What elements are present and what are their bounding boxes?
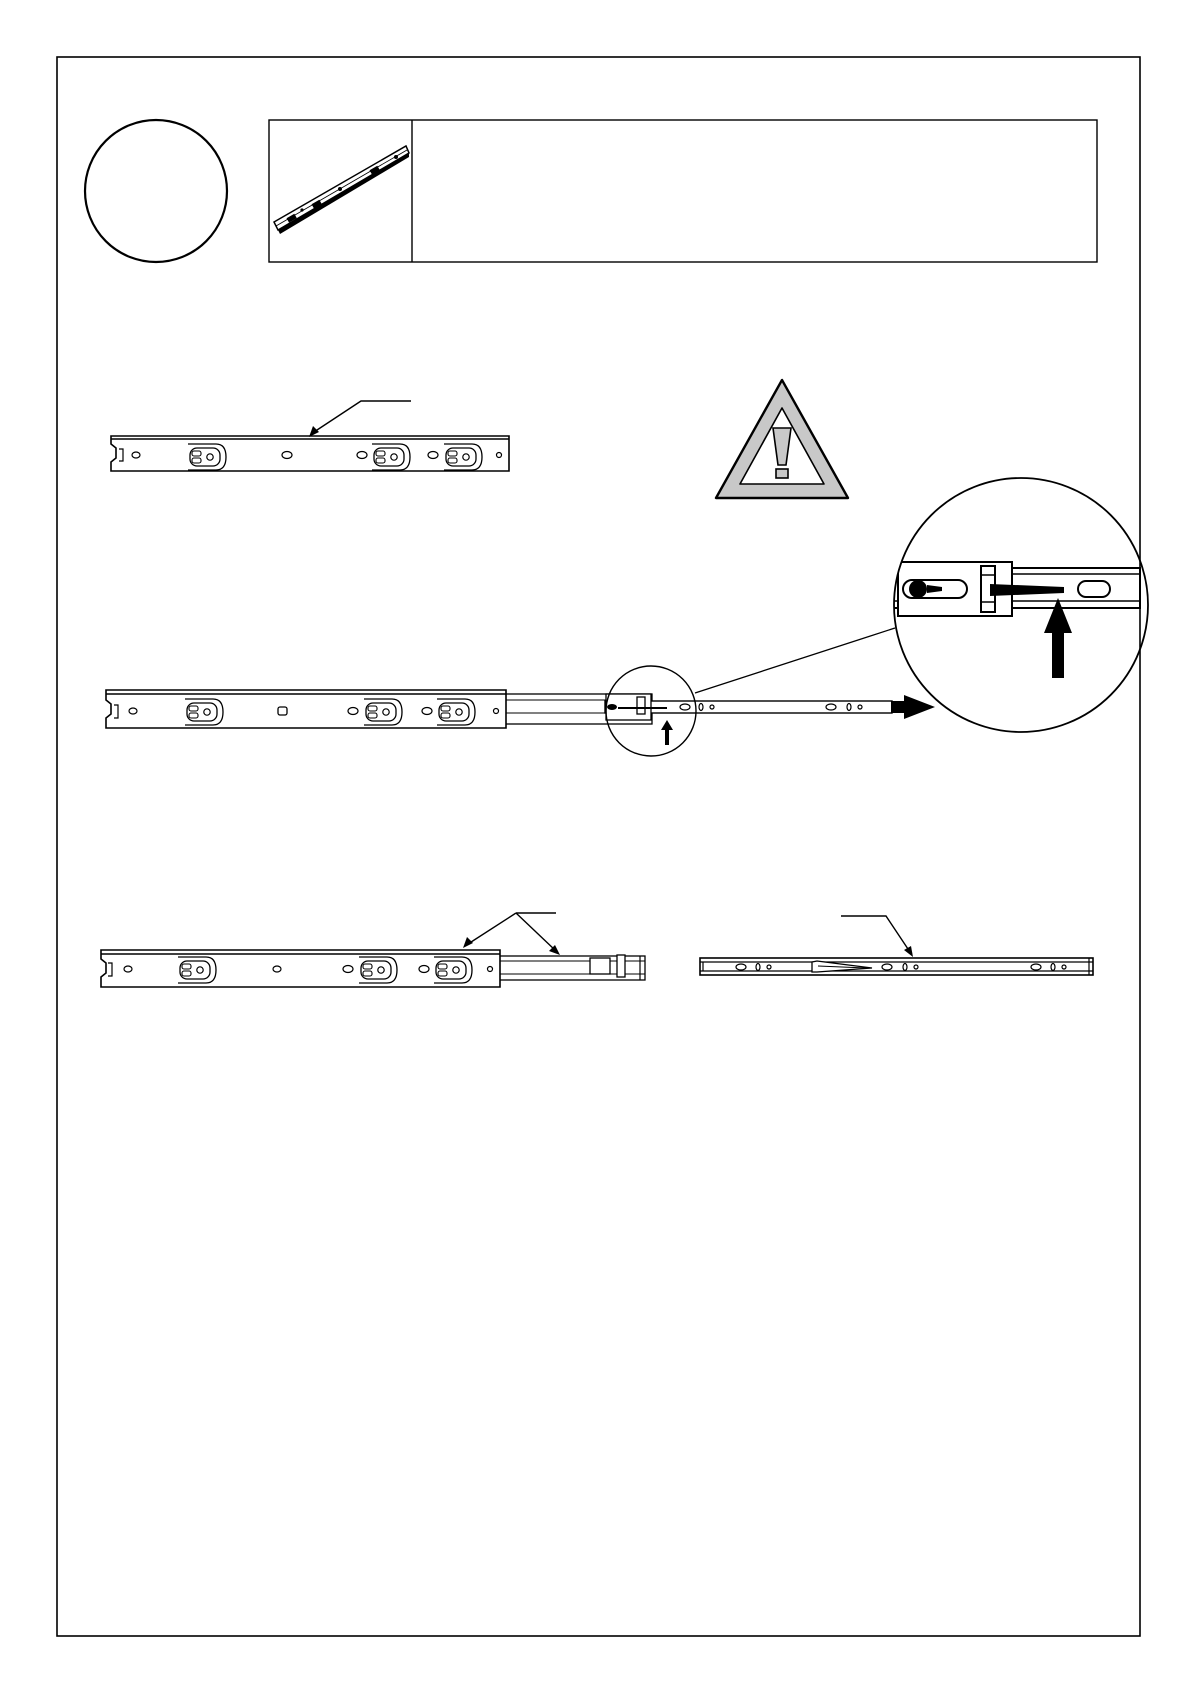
parts-box (269, 120, 1097, 262)
extended-rail-figure (106, 628, 935, 756)
page-border (57, 57, 1140, 1636)
magnified-push-arrow-icon (1044, 598, 1072, 678)
push-up-arrow-icon (661, 720, 673, 745)
separated-rails-figure (101, 913, 1093, 987)
warning-triangle-icon (716, 380, 848, 498)
outer-rail-figure (111, 401, 509, 471)
drawer-slide-rail-icon (274, 146, 409, 234)
step-number-badge (85, 120, 227, 262)
pull-direction-arrow-icon (891, 695, 935, 719)
magnified-lever-detail (880, 478, 1148, 732)
inner-rail (700, 958, 1093, 975)
